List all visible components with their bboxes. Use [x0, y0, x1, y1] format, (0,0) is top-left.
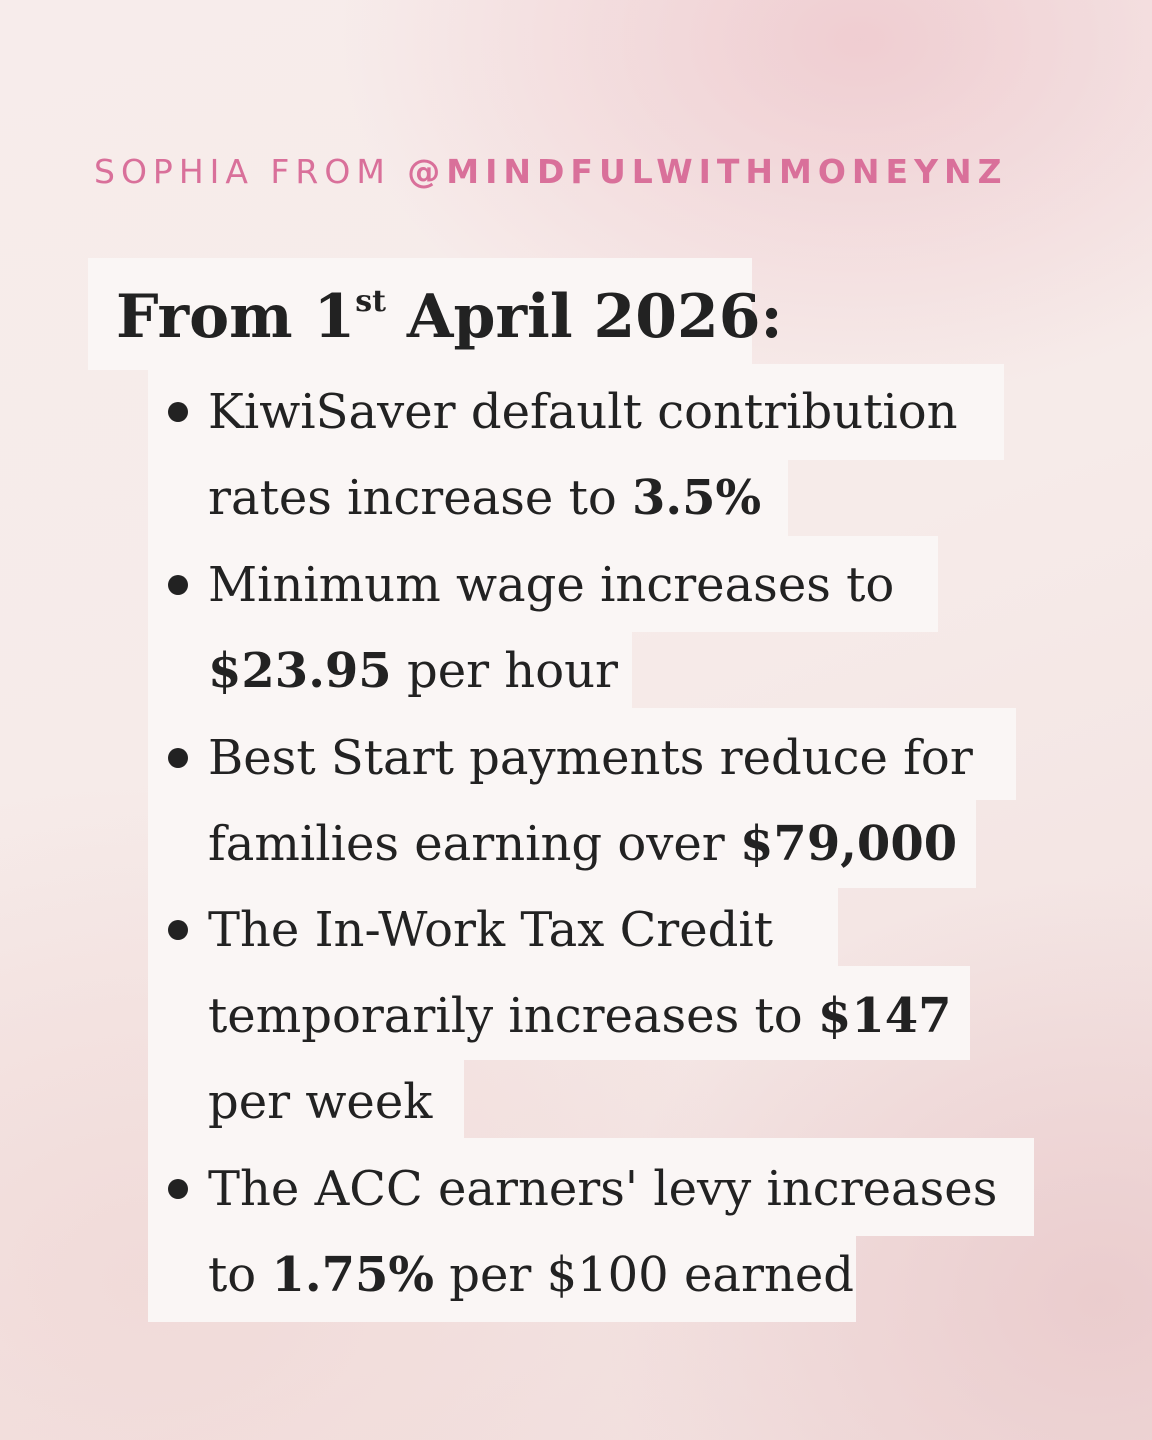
- title-ordinal: st: [355, 284, 387, 319]
- byline-prefix: SOPHIA FROM: [94, 152, 408, 191]
- item-highlight-value: 1.75%: [271, 1247, 434, 1303]
- item-line: [208, 1159, 997, 1219]
- item-line: [208, 900, 773, 960]
- item-line: [208, 468, 761, 528]
- item-line: [208, 986, 952, 1046]
- item-text: KiwiSaver default contribution: [208, 384, 958, 440]
- item-text: Best Start payments reduce for: [208, 730, 973, 786]
- item-highlight-value: 3.5%: [632, 470, 762, 526]
- item-highlight-value: $23.95: [208, 643, 392, 699]
- item-line: [208, 1072, 432, 1132]
- item-text: rates increase to: [208, 470, 633, 526]
- item-line: [208, 814, 957, 874]
- page-title: [116, 282, 783, 352]
- item-line: [208, 555, 894, 615]
- byline: [94, 152, 1008, 191]
- bullet-icon: [168, 1179, 188, 1199]
- bullet-icon: [168, 748, 188, 768]
- item-text: per hour: [391, 643, 618, 699]
- item-text: to: [208, 1247, 272, 1303]
- title-lead: From 1: [116, 282, 356, 352]
- item-text: per $100 earned: [433, 1247, 854, 1303]
- bullet-icon: [168, 575, 188, 595]
- bullet-icon: [168, 920, 188, 940]
- item-text: Minimum wage increases to: [208, 557, 895, 613]
- item-text: The ACC earners' levy increases: [208, 1161, 998, 1217]
- bullet-icon: [168, 402, 188, 422]
- item-text: per week: [208, 1074, 433, 1130]
- item-highlight-value: $147: [817, 988, 952, 1044]
- byline-handle: @MINDFULWITHMONEYNZ: [407, 152, 1008, 191]
- item-line: [208, 382, 958, 442]
- item-text: temporarily increases to: [208, 988, 818, 1044]
- item-text: families earning over: [208, 816, 741, 872]
- item-text: The In-Work Tax Credit: [208, 902, 774, 958]
- title-tail: April 2026:: [386, 282, 783, 352]
- item-highlight-value: $79,000: [740, 816, 958, 872]
- item-line: [208, 1245, 854, 1305]
- item-line: [208, 728, 973, 788]
- item-line: [208, 641, 618, 701]
